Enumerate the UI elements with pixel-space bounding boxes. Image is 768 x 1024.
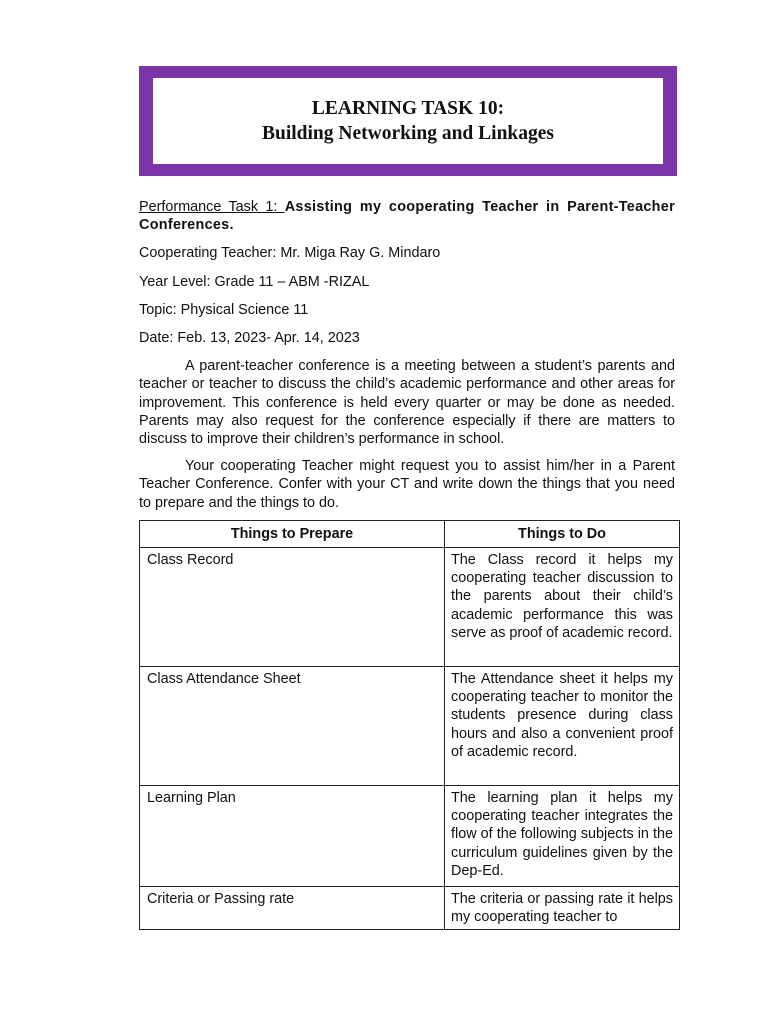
title-box xyxy=(153,78,663,164)
todo-cell: The criteria or passing rate it helps my cooperating teacher to xyxy=(445,887,680,930)
prepare-cell: Criteria or Passing rate xyxy=(140,887,445,930)
prepare-cell: Class Record xyxy=(140,548,445,667)
title-banner xyxy=(139,66,677,176)
topic: Topic: Physical Science 11 xyxy=(139,301,309,318)
todo-cell: The Class record it helps my cooperating teacher discussion to the parents about their child’s academic performance this was serve as proof of academic record. xyxy=(445,548,680,667)
table-header-row xyxy=(140,521,680,548)
page-title: LEARNING TASK 10: xyxy=(311,98,505,119)
header-things-to-prepare: Things to Prepare xyxy=(140,521,445,548)
table-row xyxy=(140,887,680,930)
document-body xyxy=(139,198,675,521)
prepare-table xyxy=(139,520,680,930)
table-row xyxy=(140,548,680,667)
todo-cell: The learning plan it helps my cooperating teacher integrates the flow of the following subjects in the curriculum guidelines given by the Dep-Ed. xyxy=(445,786,680,887)
date: Date: Feb. 13, 2023- Apr. 14, 2023 xyxy=(139,330,360,347)
prepare-cell: Class Attendance Sheet xyxy=(140,667,445,786)
page-subtitle: Building Networking and Linkages xyxy=(261,123,555,144)
cooperating-teacher: Cooperating Teacher: Mr. Miga Ray G. Mindaro xyxy=(139,245,441,262)
performance-task-label: Performance Task 1: xyxy=(139,199,285,215)
intro-paragraph: A parent-teacher conference is a meeting between a student’s parents and teacher or teacher to discuss the child’s academic performance and other areas for improvement. This conference is held every quarter or may be done as needed. Parents may also request for the conference especially if there are matters to discuss to improve their children’s performance in school. xyxy=(139,358,675,448)
prepare-cell: Learning Plan xyxy=(140,786,445,887)
table-row xyxy=(140,667,680,786)
year-level: Year Level: Grade 11 – ABM -RIZAL xyxy=(139,273,370,290)
instruction-paragraph: Your cooperating Teacher might request you to assist him/her in a Parent Teacher Conference. Confer with your CT and write down the things that you need to prepare and the things to do. xyxy=(139,458,675,511)
header-things-to-do: Things to Do xyxy=(445,521,680,548)
performance-task-title: Assisting my cooperating Teacher in Parent-Teacher Conferences. xyxy=(139,199,675,234)
performance-task xyxy=(139,198,675,234)
todo-cell: The Attendance sheet it helps my cooperating teacher to monitor the students presence during class hours and also a convenient proof of academic record. xyxy=(445,667,680,786)
table-row xyxy=(140,786,680,887)
